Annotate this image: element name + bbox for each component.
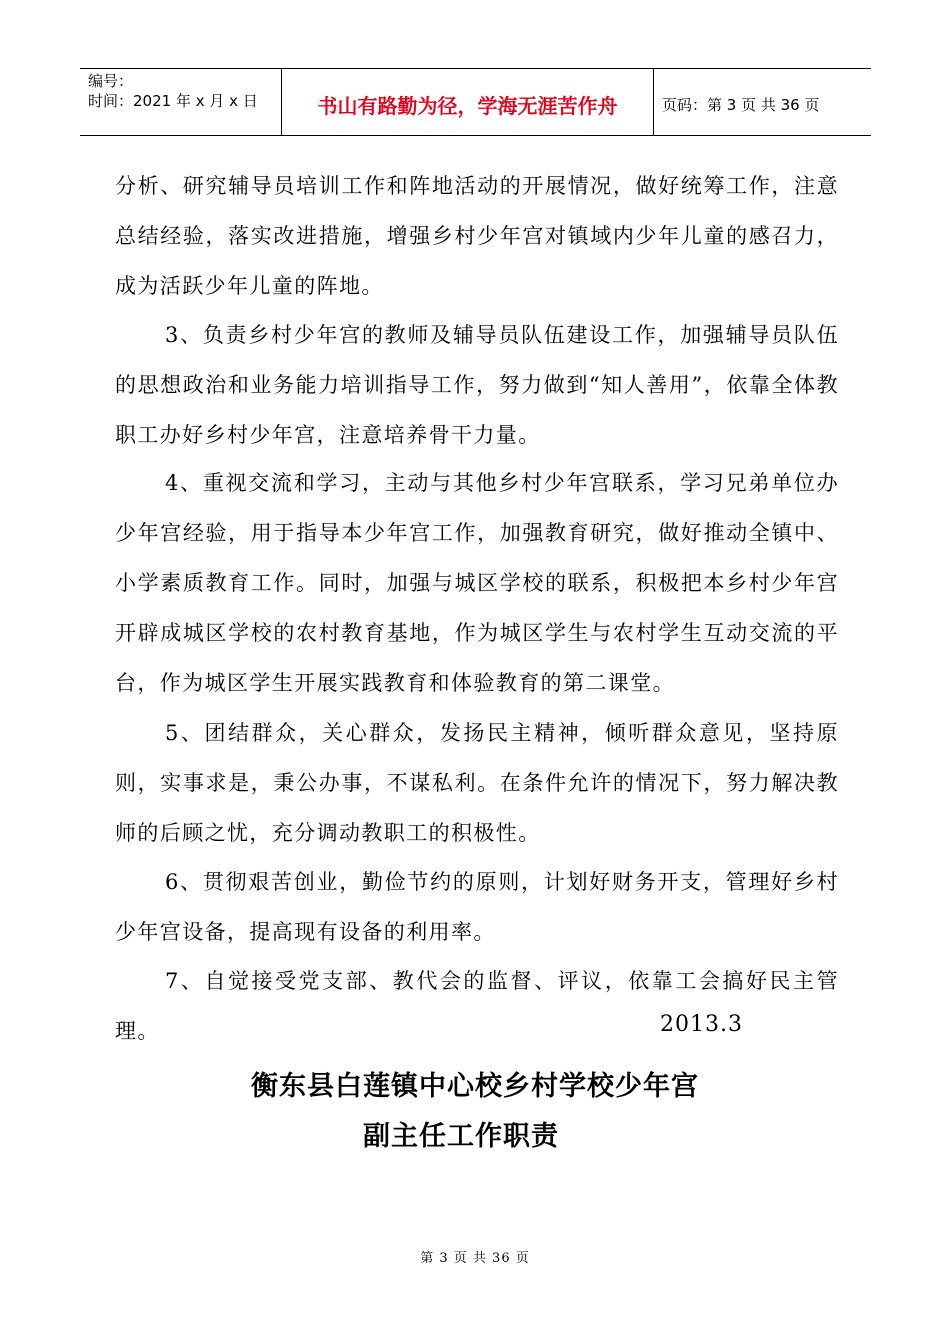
paragraph-6: 6、贯彻艰苦创业，勤俭节约的原则，计划好财务开支，管理好乡村少年宫设备，提高现有设备的利用率。 [115,870,839,944]
time-label: 时间：2021 年 x 月 x 日 [88,92,258,110]
paragraph-4: 4、重视交流和学习，主动与其他乡村少年宫联系，学习兄弟单位办少年宫经验，用于指导本少年宫工作，加强教育研究，做好推动全镇中、小学素质教育工作。同时，加强与城区学校的联系，积极把本乡村少年宫开辟成城区学校的农村教育基地，作为城区学生与农村学生互动交流的平台，作为城区学生开展实践教育和体验教育的第二课堂。 [115,471,839,695]
section-subtitle: 副主任工作职责 [363,1121,559,1152]
page-footer: 第 3 页 共 36 页 [420,1251,530,1266]
number-label: 编号： [88,72,134,90]
section-title: 衡东县白莲镇中心校乡村学校少年宫 [251,1071,699,1102]
header-meta [80,69,282,135]
paragraph-1: 分析、研究辅导员培训工作和阵地活动的开展情况，做好统筹工作，注意总结经验，落实改进措施，增强乡村少年宫对镇域内少年儿童的感召力，成为活跃少年儿童的阵地。 [115,174,839,298]
paragraph-7: 7、自觉接受党支部、教代会的监督、评议，依靠工会搞好民主管理。 [115,969,839,1043]
document-header [80,68,871,136]
header-motto: 书山有路勤为径，学海无涯苦作舟 [282,69,654,135]
paragraph-5: 5、团结群众，关心群众，发扬民主精神，倾听群众意见，坚持原则，实事求是，秉公办事，不谋私利。在条件允许的情况下，努力解决教师的后顾之忧，充分调动教职工的积极性。 [115,721,839,845]
header-page-info: 页码：第 3 页 共 36 页 [662,95,820,114]
document-date: 2013.3 [660,1012,743,1037]
paragraph-3: 3、负责乡村少年宫的教师及辅导员队伍建设工作，加强辅导员队伍的思想政治和业务能力培训指导工作，努力做到“知人善用”，依靠全体教职工办好乡村少年宫，注意培养骨干力量。 [115,323,839,447]
